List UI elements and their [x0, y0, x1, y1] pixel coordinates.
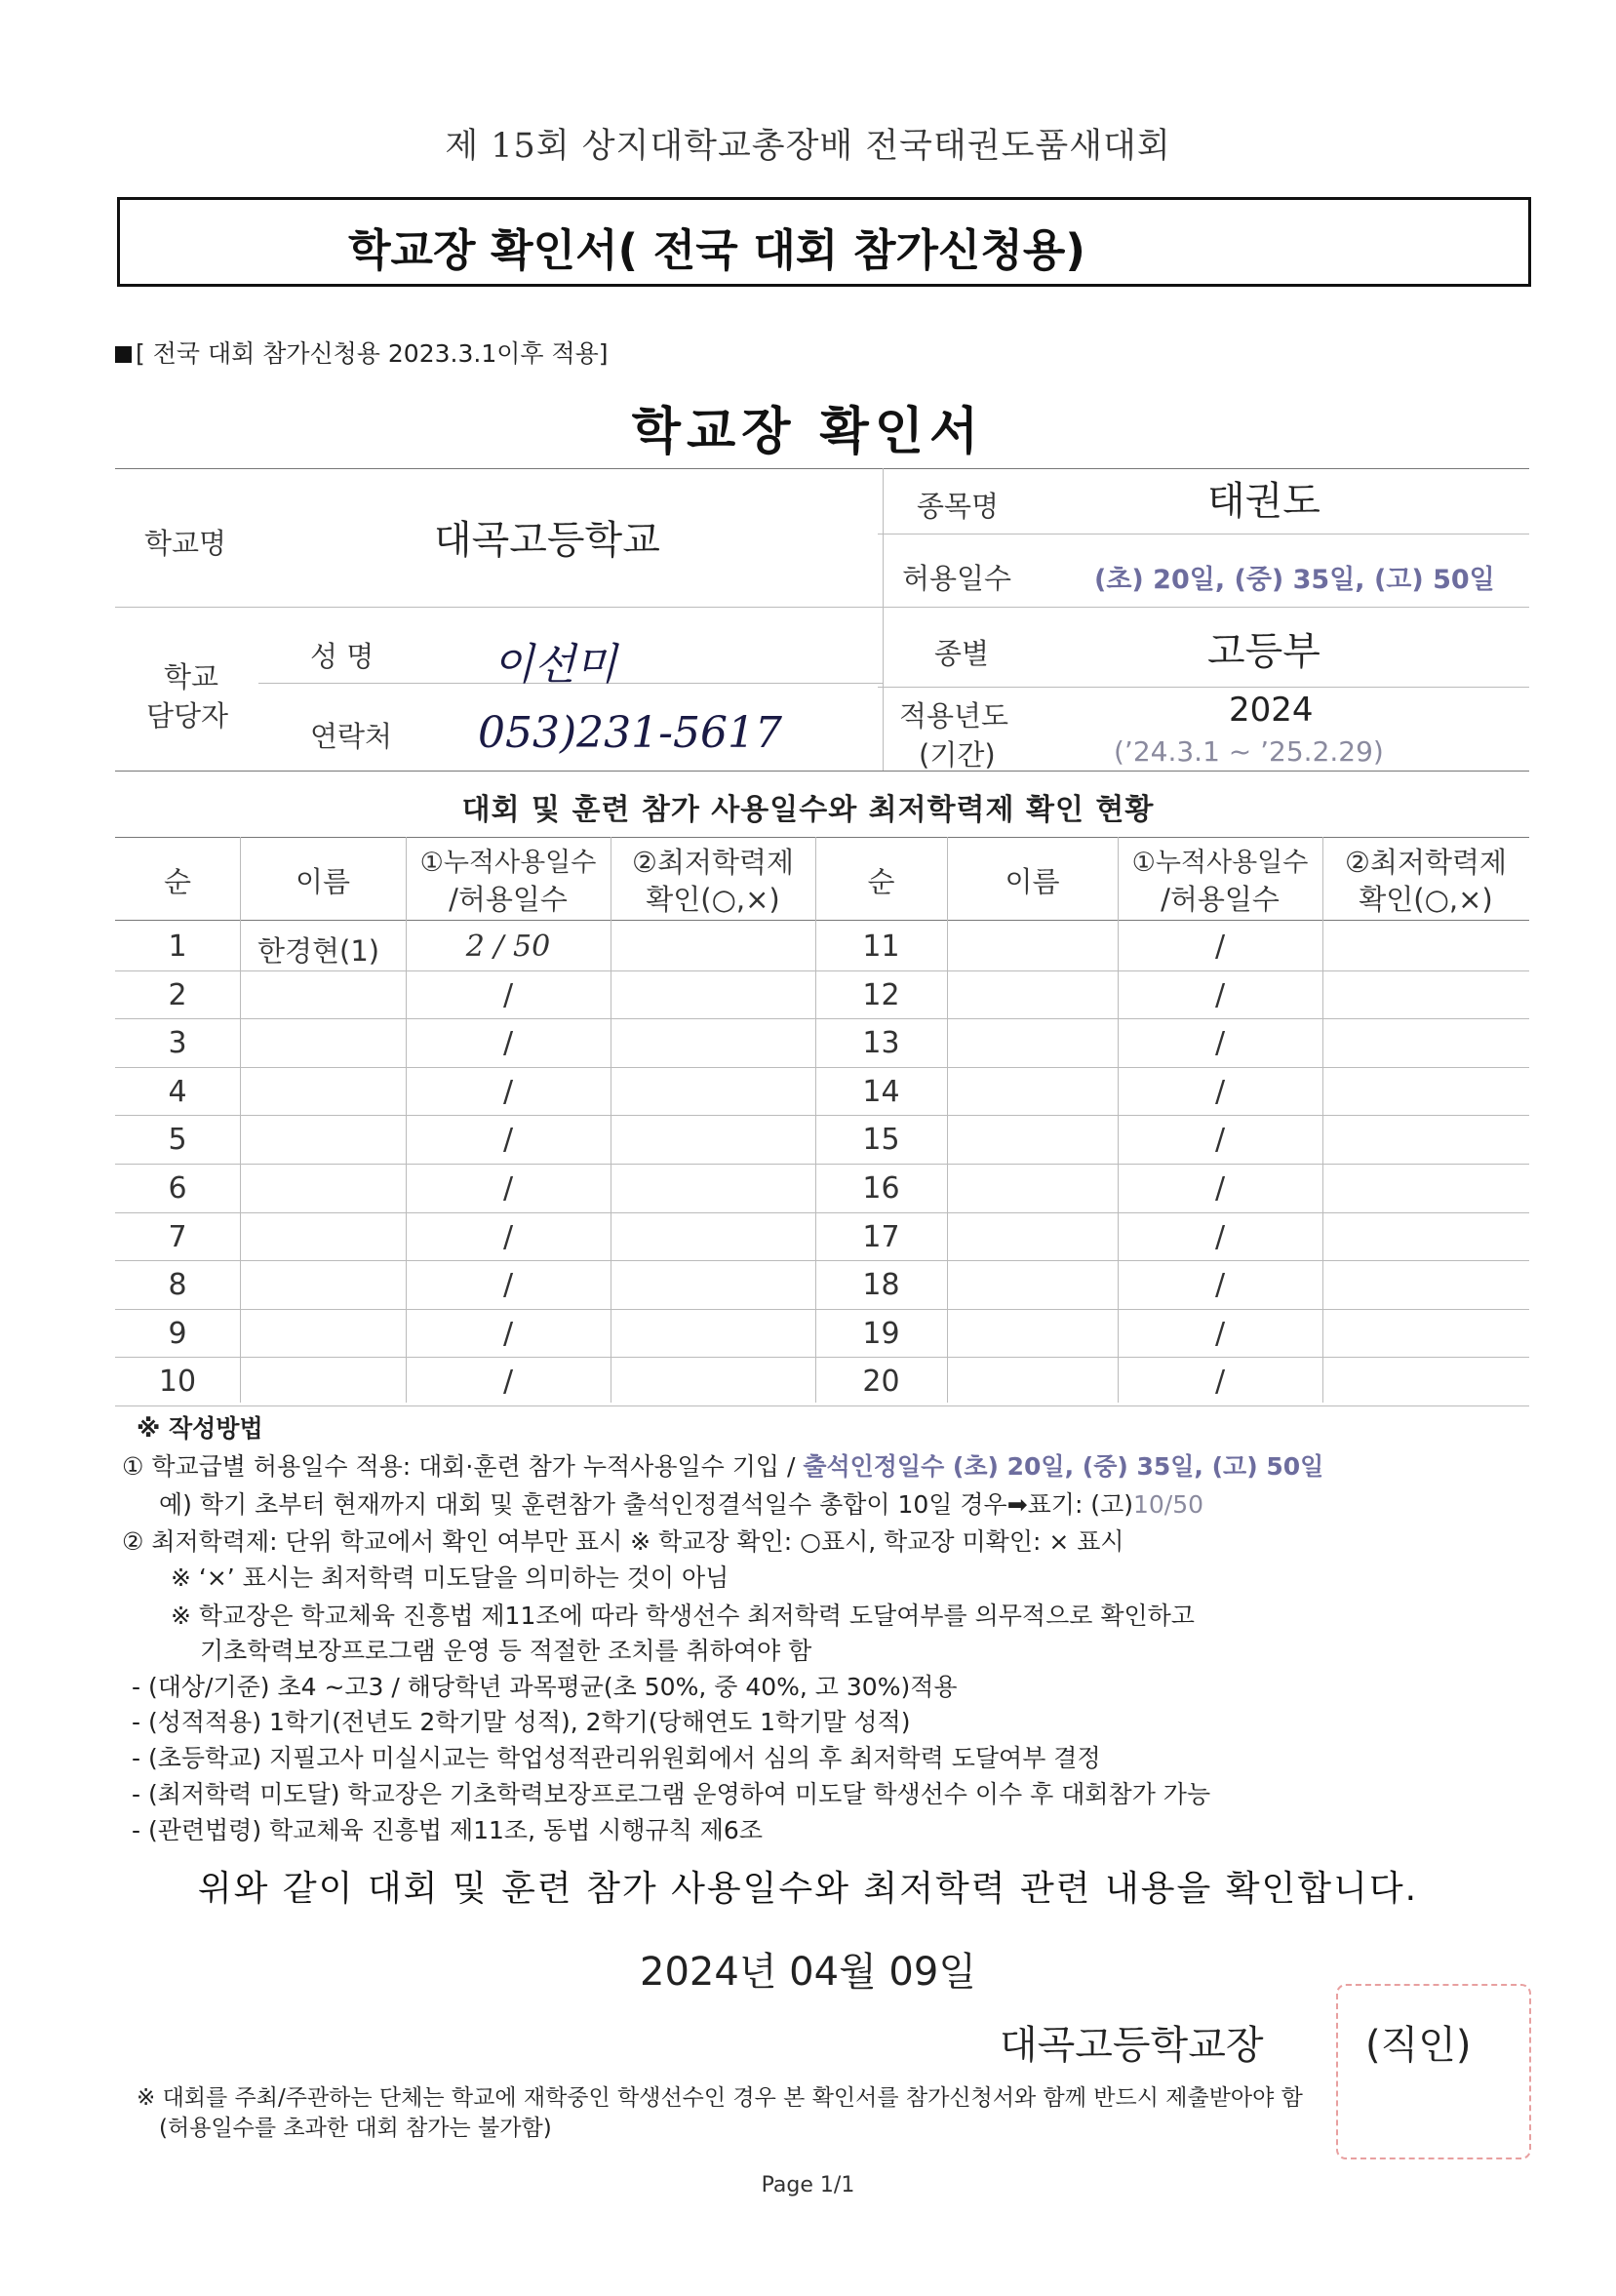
table-cell-no: 9: [168, 1317, 187, 1351]
table-cell-no: 1: [168, 930, 187, 964]
official-seal-stamp: [1336, 1984, 1531, 2159]
table-row-line: [115, 1405, 1529, 1406]
division-value: 고등부: [1207, 629, 1320, 674]
table-cell-days: /: [502, 1268, 514, 1302]
table-cell-no: 7: [168, 1220, 187, 1254]
table-cell-no: 13: [862, 1026, 900, 1060]
header-check-right-line1: ②최저학력제: [1344, 846, 1508, 879]
table-row-line: [115, 1260, 1529, 1261]
table-cell-no: 10: [158, 1365, 197, 1399]
table-cell-days: 2 / 50: [465, 930, 551, 964]
table-cell-no: 17: [862, 1220, 900, 1254]
table-cell-days: /: [502, 1026, 514, 1060]
table-cell-no: 8: [168, 1268, 187, 1302]
allowed-days-value: (초) 20일, (중) 35일, (고) 50일: [1094, 565, 1495, 595]
contact-number-handwritten: 053)231-5617: [478, 708, 782, 758]
header-check-left-line1: ②최저학력제: [631, 846, 795, 879]
table-row-line: [115, 1067, 1529, 1068]
note-3: ② 최저학력제: 단위 학교에서 확인 여부만 표시 ※ 학교장 확인: ○표시, 학교장 미확인: × 표시: [122, 1527, 1124, 1556]
footnote-line2: (허용일수를 초과한 대회 참가는 불가함): [159, 2116, 552, 2141]
note-6: 기초학력보장프로그램 운영 등 적절한 조치를 취하여야 함: [200, 1637, 812, 1665]
table-cell-no: 18: [862, 1268, 900, 1302]
header-check-left-line2: 확인(○,×): [646, 883, 780, 916]
header-days-left-line1: ①누적사용일수: [419, 848, 597, 878]
page-title: 학교장 확인서: [631, 403, 985, 461]
year-label-line2: (기간): [919, 738, 996, 772]
note-2: [159, 1485, 1203, 1521]
table-cell-days: /: [502, 1075, 514, 1109]
table-cell-days: /: [1214, 1268, 1226, 1302]
issue-date: 2024년 04월 09일: [640, 1950, 976, 1995]
note-2-example-value: 10/50: [1132, 1490, 1204, 1519]
header-name-right: 이름: [1005, 865, 1060, 898]
table-column-line: [1322, 837, 1323, 1403]
footnote-line1: ※ 대회를 주최/주관하는 단체는 학교에 재학중인 학생선수인 경우 본 확인서를 참가신청서와 함께 반드시 제출받아야 함: [137, 2085, 1303, 2111]
table-row-line: [115, 1018, 1529, 1019]
header-check-right-line2: 확인(○,×): [1359, 883, 1493, 916]
square-bullet-icon: [115, 346, 132, 363]
table-cell-days: /: [502, 1220, 514, 1254]
table-cell-no: 11: [862, 930, 900, 964]
table-cell-days: /: [1214, 1365, 1226, 1399]
table-cell-no: 12: [862, 978, 900, 1012]
note-10: - (최저학력 미도달) 학교장은 기초학력보장프로그램 운영하여 미도달 학생선수 이수 후 대회참가 가능: [132, 1780, 1211, 1808]
table-column-line: [240, 837, 241, 1403]
table-cell-days: /: [1214, 1171, 1226, 1206]
table-cell-days: /: [1214, 930, 1226, 964]
page-number: Page 1/1: [761, 2173, 855, 2197]
manager-name-handwritten: 이선미: [493, 640, 617, 690]
table-cell-days: /: [1214, 1317, 1226, 1351]
table-cell-no: 20: [862, 1365, 900, 1399]
table-cell-days: /: [502, 1317, 514, 1351]
note-1-text: ① 학교급별 허용일수 적용: 대회·훈련 참가 누적사용일수 기입 /: [122, 1452, 804, 1481]
right-arrow-icon: ➡: [1006, 1490, 1028, 1519]
manager-label-line2: 담당자: [146, 699, 229, 732]
info-column-divider: [883, 468, 884, 771]
name-label: 성 명: [310, 640, 374, 673]
table-cell-days: /: [502, 1171, 514, 1206]
table-cell-no: 5: [168, 1123, 187, 1157]
table-cell-no: 4: [168, 1075, 187, 1109]
table-cell-days: /: [502, 1365, 514, 1399]
table-cell-no: 6: [168, 1171, 187, 1206]
table-row-line: [115, 1164, 1529, 1165]
principal-title: 대곡고등학교장: [1000, 2023, 1264, 2068]
table-cell-name: 한경현(1): [257, 934, 380, 968]
contact-label: 연락처: [310, 720, 393, 753]
note-4: ※ ‘×’ 표시는 최저학력 미도달을 의미하는 것이 아님: [171, 1564, 729, 1592]
seal-label: (직인): [1365, 2023, 1472, 2068]
info-divider: [878, 687, 1529, 688]
notice-text: [ 전국 대회 참가신청용 2023.3.1이후 적용]: [136, 339, 609, 368]
notes-heading: ※ 작성방법: [137, 1414, 263, 1443]
note-11: - (관련법령) 학교체육 진흥법 제11조, 동법 시행규칙 제6조: [132, 1816, 763, 1844]
table-column-line: [406, 837, 407, 1403]
table-cell-no: 16: [862, 1171, 900, 1206]
table-cell-days: /: [502, 1123, 514, 1157]
header-name-left: 이름: [295, 865, 351, 898]
table-cell-days: /: [1214, 1123, 1226, 1157]
table-row-line: [115, 970, 1529, 971]
table-column-line: [1118, 837, 1119, 1403]
note-1: [122, 1447, 1323, 1483]
table-cell-days: /: [1214, 978, 1226, 1012]
table-cell-days: /: [1214, 1075, 1226, 1109]
table-cell-days: /: [1214, 1026, 1226, 1060]
section-heading: 대회 및 훈련 참가 사용일수와 최저학력제 확인 현황: [461, 793, 1155, 827]
header-no-left: 순: [163, 865, 191, 898]
event-name: 태권도: [1207, 479, 1320, 524]
info-divider: [115, 607, 1529, 608]
header-no-right: 순: [867, 865, 895, 898]
header-days-right-line1: ①누적사용일수: [1131, 848, 1309, 878]
table-row-line: [115, 1309, 1529, 1310]
table-header-border: [115, 920, 1529, 921]
applicability-notice: [115, 335, 609, 370]
table-cell-no: 2: [168, 978, 187, 1012]
table-cell-no: 19: [862, 1317, 900, 1351]
table-row-line: [115, 1212, 1529, 1213]
manager-label-line1: 학교: [164, 660, 219, 693]
table-row-line: [115, 1115, 1529, 1116]
table-row-line: [115, 1357, 1529, 1358]
event-label: 종목명: [917, 490, 1000, 523]
table-cell-no: 3: [168, 1026, 187, 1060]
note-8: - (성적적용) 1학기(전년도 2학기말 성적), 2학기(당해연도 1학기말 성적): [132, 1708, 911, 1736]
note-9: - (초등학교) 지필고사 미실시교는 학업성적관리위원회에서 심의 후 최저학력 도달여부 결정: [132, 1744, 1101, 1772]
table-cell-days: /: [502, 978, 514, 1012]
year-value: 2024: [1229, 691, 1314, 730]
note-2-example: 표기: (고): [1027, 1490, 1133, 1519]
info-bottom-border: [115, 771, 1529, 772]
school-name: 대곡고등학교: [434, 518, 660, 563]
allowed-days-label: 허용일수: [902, 562, 1012, 595]
year-label-line1: 적용년도: [899, 699, 1009, 732]
note-5: ※ 학교장은 학교체육 진흥법 제11조에 따라 학생선수 최저학력 도달여부를 의무적으로 확인하고: [171, 1602, 1195, 1630]
competition-title: 제 15회 상지대학교총장배 전국태권도품새대회: [445, 127, 1171, 166]
table-top-border: [115, 837, 1529, 838]
document-box-title: 학교장 확인서( 전국 대회 참가신청용): [348, 224, 1085, 276]
table-column-line: [947, 837, 948, 1403]
note-1-highlight: 출석인정일수 (초) 20일, (중) 35일, (고) 50일: [803, 1452, 1324, 1481]
table-cell-no: 15: [862, 1123, 900, 1157]
table-cell-days: /: [1214, 1220, 1226, 1254]
school-label: 학교명: [144, 527, 227, 560]
division-label: 종별: [934, 637, 990, 670]
period-value: (’24.3.1 ~ ’25.2.29): [1114, 735, 1384, 768]
table-column-line: [815, 837, 816, 1403]
confirmation-statement: 위와 같이 대회 및 훈련 참가 사용일수와 최저학력 관련 내용을 확인합니다.: [197, 1869, 1419, 1909]
note-2-text: 예) 학기 초부터 현재까지 대회 및 훈련참가 출석인정결석일수 총합이 10일 경우: [159, 1490, 1007, 1519]
note-7: - (대상/기준) 초4 ~고3 / 해당학년 과목평균(초 50%, 중 40%, 고 30%)적용: [132, 1673, 958, 1701]
header-days-left-line2: /허용일수: [449, 883, 568, 916]
info-top-border: [115, 468, 1529, 469]
header-days-right-line2: /허용일수: [1161, 883, 1280, 916]
table-cell-no: 14: [862, 1075, 900, 1109]
